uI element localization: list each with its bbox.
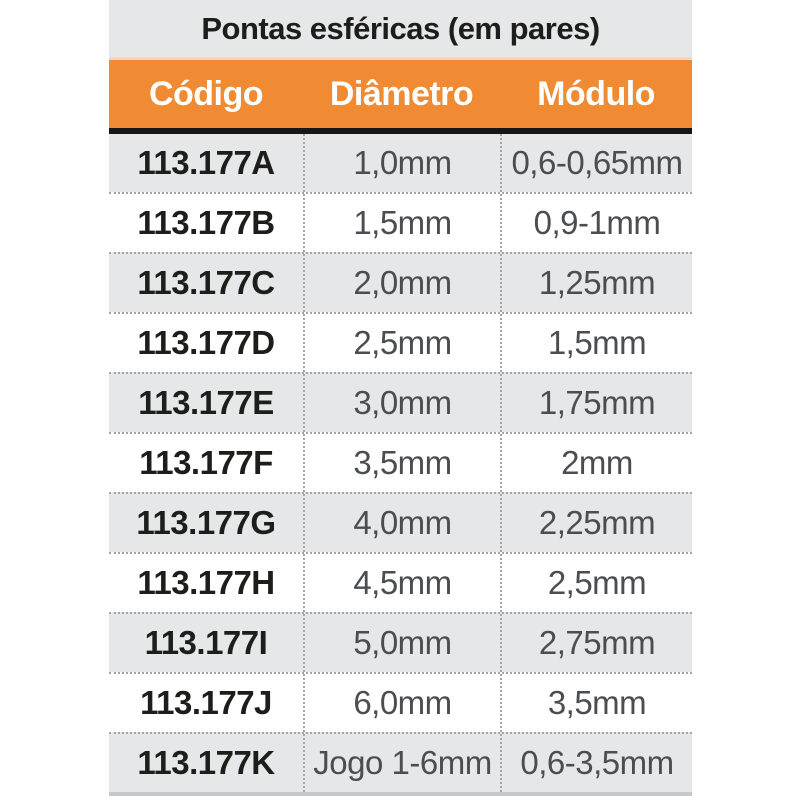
table-row <box>109 192 692 252</box>
cell-modulo: 0,6-0,65mm <box>500 134 692 192</box>
cell-codigo: 113.177D <box>137 324 275 361</box>
cell-modulo: 1,25mm <box>500 254 692 312</box>
cell-codigo: 113.177F <box>139 444 273 481</box>
cell-modulo: 2mm <box>500 434 692 492</box>
pontas-esfericas-table <box>109 0 692 796</box>
table-row <box>109 312 692 372</box>
column-header-modulo: Módulo <box>537 74 655 113</box>
cell-diametro: 1,0mm <box>303 134 500 192</box>
table-row <box>109 372 692 432</box>
column-header-codigo: Código <box>148 74 264 113</box>
cell-modulo: 0,6-3,5mm <box>500 734 692 792</box>
cell-modulo: 3,5mm <box>500 674 692 732</box>
cell-diametro: 4,0mm <box>303 494 500 552</box>
cell-diametro: 2,0mm <box>303 254 500 312</box>
table-row <box>109 552 692 612</box>
table-row <box>109 732 692 792</box>
table-body <box>109 134 692 792</box>
cell-diametro: 5,0mm <box>303 614 500 672</box>
cell-codigo: 113.177J <box>140 684 272 721</box>
cell-codigo: 113.177C <box>137 264 275 301</box>
cell-codigo: 113.177I <box>144 624 268 661</box>
table-title-band <box>109 0 692 57</box>
cell-diametro: Jogo 1-6mm <box>303 734 500 792</box>
cell-modulo: 2,25mm <box>500 494 692 552</box>
table-row <box>109 672 692 732</box>
cell-diametro: 3,0mm <box>303 374 500 432</box>
table-row <box>109 612 692 672</box>
cell-modulo: 2,5mm <box>500 554 692 612</box>
cell-codigo: 113.177G <box>136 504 276 541</box>
table-bottom-edge <box>109 792 692 796</box>
table-row <box>109 134 692 192</box>
cell-codigo: 113.177E <box>138 384 274 421</box>
cell-modulo: 1,75mm <box>500 374 692 432</box>
cell-diametro: 3,5mm <box>303 434 500 492</box>
cell-modulo: 1,5mm <box>500 314 692 372</box>
cell-codigo: 113.177K <box>137 744 275 781</box>
column-header-diametro: Diâmetro <box>329 74 474 113</box>
table-row <box>109 252 692 312</box>
table-row <box>109 492 692 552</box>
cell-diametro: 1,5mm <box>303 194 500 252</box>
cell-codigo: 113.177B <box>137 204 275 241</box>
table-header-row <box>109 60 692 128</box>
cell-codigo: 113.177A <box>137 144 275 181</box>
cell-modulo: 2,75mm <box>500 614 692 672</box>
table-title: Pontas esféricas (em pares) <box>201 10 600 46</box>
cell-diametro: 2,5mm <box>303 314 500 372</box>
cell-modulo: 0,9-1mm <box>500 194 692 252</box>
cell-diametro: 6,0mm <box>303 674 500 732</box>
cell-codigo: 113.177H <box>137 564 275 601</box>
cell-diametro: 4,5mm <box>303 554 500 612</box>
table-row <box>109 432 692 492</box>
